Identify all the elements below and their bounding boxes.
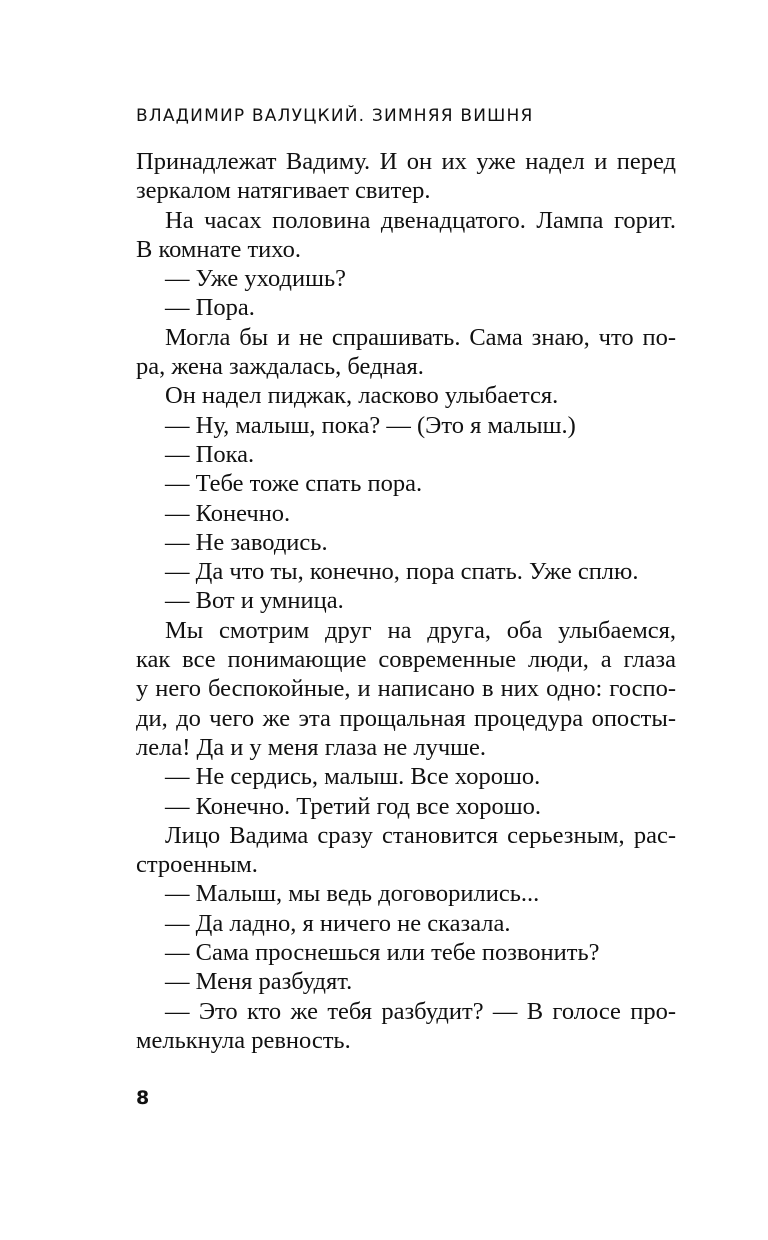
text-line: — Пока.	[165, 440, 255, 468]
page-number: 8	[136, 1087, 150, 1109]
body-text	[136, 147, 676, 1055]
text-line: — Это кто же тебя разбудит? — В голосе про-	[165, 997, 676, 1025]
text-line: В комнате тихо.	[136, 235, 301, 263]
text-line: — Пора.	[165, 294, 255, 322]
running-head: ВЛАДИМИР ВАЛУЦКИЙ. ЗИМНЯЯ ВИШНЯ	[136, 106, 534, 126]
text-line: Принадлежат Вадиму. И он их уже надел и перед	[136, 148, 676, 175]
text-line: — Ну, малыш, пока? — (Это я малыш.)	[165, 411, 576, 439]
text-line: как все понимающие современные люди, а глаза	[136, 646, 676, 674]
text-line: — Да что ты, конечно, пора спать. Уже сплю.	[165, 558, 639, 586]
text-line: — Уже уходишь?	[165, 265, 347, 293]
text-line: — Конечно. Третий год все хорошо.	[165, 792, 541, 820]
text-line: ра, жена заждалась, бедная.	[136, 353, 424, 381]
text-line: ди, до чего же эта прощальная процедура опосты-	[136, 704, 676, 732]
text-line: Могла бы и не спрашивать. Сама знаю, что по-	[165, 323, 676, 351]
text-line: — Малыш, мы ведь договорились...	[165, 880, 540, 908]
text-line: у него беспокойные, и написано в них одно: госпо-	[136, 675, 676, 703]
text-line: зеркалом натягивает свитер.	[136, 177, 431, 205]
text-line: мелькнула ревность.	[136, 1026, 351, 1054]
text-line: строенным.	[136, 851, 258, 879]
text-line: Он надел пиджак, ласково улыбается.	[165, 382, 559, 410]
text-line: На часах половина двенадцатого. Лампа горит.	[165, 206, 676, 234]
text-line: — Конечно.	[165, 499, 291, 527]
text-line: — Не сердись, малыш. Все хорошо.	[165, 763, 541, 791]
text-line: — Тебе тоже спать пора.	[165, 470, 423, 498]
text-line: Лицо Вадима сразу становится серьезным, рас-	[165, 821, 676, 849]
text-line: — Сама проснешься или тебе позвонить?	[165, 939, 600, 967]
text-line: — Вот и умница.	[165, 587, 344, 615]
text-line: — Не заводись.	[165, 528, 328, 556]
text-line: — Да ладно, я ничего не сказала.	[165, 909, 511, 937]
text-line: Мы смотрим друг на друга, оба улыбаемся,	[165, 616, 676, 644]
text-line: лела! Да и у меня глаза не лучше.	[136, 733, 487, 761]
text-line: — Меня разбудят.	[165, 968, 353, 996]
